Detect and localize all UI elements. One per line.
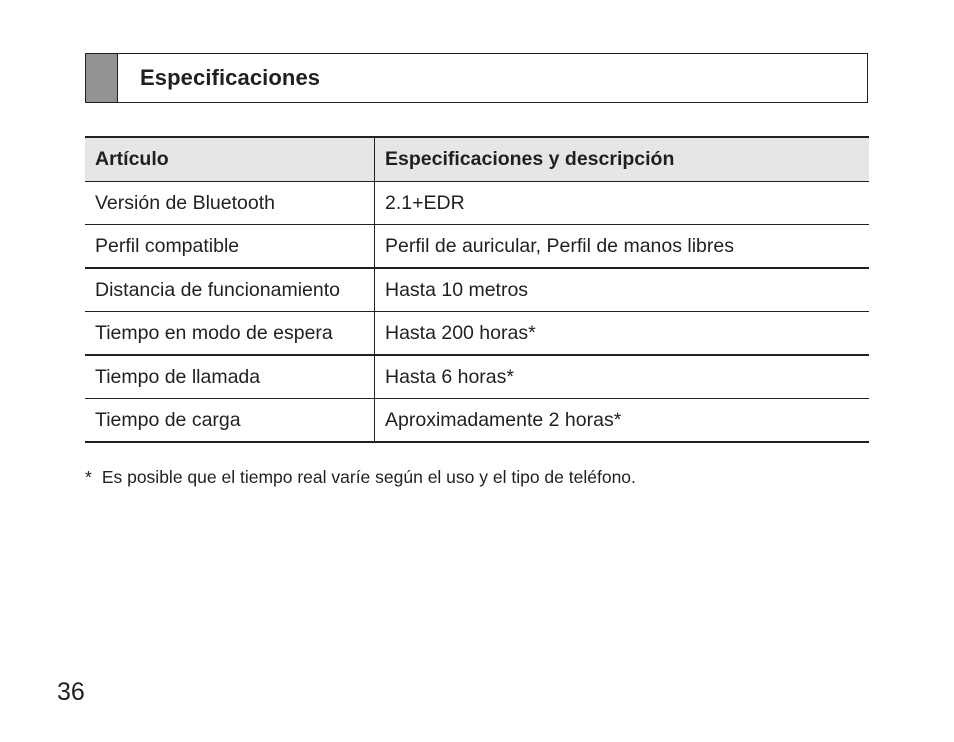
row-item-cell: Distancia de funcionamiento (85, 268, 375, 312)
row-item-cell: Tiempo de carga (85, 399, 375, 443)
row-item-cell: Versión de Bluetooth (85, 182, 375, 225)
row-value-cell: 2.1+EDR (385, 191, 465, 214)
section-title: Especificaciones (140, 65, 321, 90)
table-row (85, 399, 869, 443)
row-value-cell: Perfil de auricular, Perfil de manos libres (385, 234, 734, 257)
row-item-cell: Tiempo en modo de espera (85, 312, 375, 356)
row-value-cell: Hasta 6 horas* (385, 365, 514, 388)
table-header-row (85, 137, 869, 182)
column-header-item: Artículo (85, 137, 375, 182)
specifications-table (85, 136, 869, 443)
row-item-cell: Tiempo de llamada (85, 355, 375, 399)
table-row (85, 268, 869, 312)
footnote (85, 467, 636, 488)
table-row (85, 225, 869, 269)
table-row (85, 312, 869, 356)
section-marker (86, 54, 118, 102)
row-item-cell: Perfil compatible (85, 225, 375, 269)
table-row (85, 355, 869, 399)
footnote-marker: * (85, 467, 92, 487)
section-header (85, 53, 868, 103)
row-value-cell: Hasta 10 metros (385, 278, 529, 301)
table-row (85, 182, 869, 225)
page-number: 36 (57, 678, 85, 706)
row-value-cell: Aproximadamente 2 horas* (385, 408, 622, 431)
row-value-cell: Hasta 200 horas* (385, 321, 536, 344)
footnote-text: Es posible que el tiempo real varíe según el uso y el tipo de teléfono. (101, 467, 636, 487)
column-header-description: Especificaciones y descripción (385, 148, 675, 170)
